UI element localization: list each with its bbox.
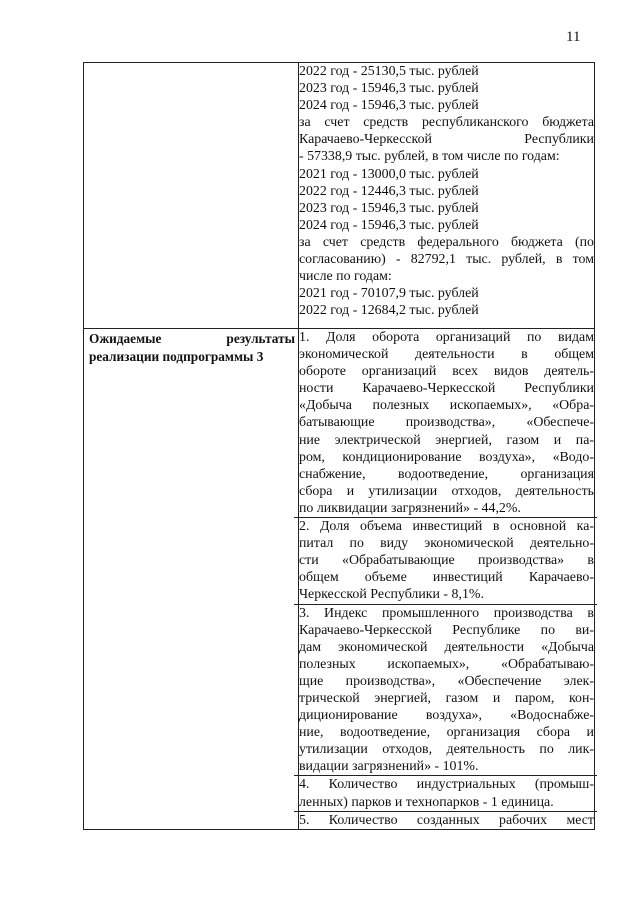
result-line: ром, кондиционирование воздуха», «Водо- bbox=[299, 449, 594, 465]
result-line: ние, водоотведение, организация сбора и bbox=[299, 725, 594, 741]
result-line: трической энергией, газом и паром, кон- bbox=[299, 690, 594, 706]
funding-line: Карачаево-Черкесской Республики bbox=[299, 132, 594, 148]
result-line: «Добыча полезных ископаемых», «Обра- bbox=[299, 398, 594, 414]
funding-line: 2023 год - 15946,3 тыс. рублей bbox=[299, 81, 479, 97]
funding-line: за счет средств федерального бюджета (по bbox=[299, 234, 594, 250]
funding-line: 2022 год - 12684,2 тыс. рублей bbox=[299, 303, 479, 319]
funding-line: 2022 год - 12446,3 тыс. рублей bbox=[299, 183, 479, 199]
result-line: дам экономической деятельности «Добыча bbox=[299, 639, 594, 655]
result-line: экономической деятельности в общем bbox=[299, 347, 594, 363]
results-row bbox=[84, 329, 595, 830]
result-line: видации загрязнений» - 101%. bbox=[299, 759, 479, 775]
result-line: 4. Количество индустриальных (промыш- bbox=[299, 777, 594, 793]
funding-cell bbox=[299, 63, 595, 329]
page-number: 11 bbox=[566, 29, 581, 45]
result-line: сбора и утилизации отходов, деятельность bbox=[299, 483, 594, 499]
result-line: снабжение, водоотведение, организация bbox=[299, 466, 594, 482]
funding-line: 2021 год - 13000,0 тыс. рублей bbox=[299, 166, 479, 182]
result-item-1 bbox=[299, 329, 594, 517]
result-line: обороте организаций всех видов деятель- bbox=[299, 364, 594, 380]
result-item-2 bbox=[299, 518, 594, 603]
result-line: ленных) парков и технопарков - 1 единица. bbox=[299, 794, 554, 810]
funding-row-empty-label-cell bbox=[84, 63, 299, 329]
funding-line: 2024 год - 15946,3 тыс. рублей bbox=[299, 217, 479, 233]
result-line: 3. Индекс промышленного производства в bbox=[299, 605, 594, 621]
funding-line: - 57338,9 тыс. рублей, в том числе по годам: bbox=[299, 149, 560, 165]
result-item-4 bbox=[299, 776, 594, 810]
result-line: ние электрической энергией, газом и па- bbox=[299, 432, 594, 448]
results-label: Ожидаемые результаты реализации подпрограммы 3 bbox=[89, 331, 295, 364]
results-label-cell bbox=[84, 329, 299, 830]
result-line: ности Карачаево-Черкесской Республики bbox=[299, 381, 594, 397]
result-line: 5. Количество созданных рабочих мест bbox=[299, 812, 594, 828]
result-line: по ликвидации загрязнений» - 44,2%. bbox=[299, 500, 521, 516]
funding-line: согласованию) - 82792,1 тыс. рублей, в том bbox=[299, 252, 594, 268]
funding-line: за счет средств республиканского бюджета bbox=[299, 115, 594, 131]
funding-line: 2023 год - 15946,3 тыс. рублей bbox=[299, 200, 479, 216]
funding-line: числе по годам: bbox=[299, 269, 392, 285]
result-item-3 bbox=[299, 605, 594, 776]
funding-row bbox=[84, 63, 595, 329]
result-line: Карачаево-Черкесской Республике по ви- bbox=[299, 622, 594, 638]
result-line: батывающие производства», «Обеспече- bbox=[299, 415, 594, 431]
funding-line: 2024 год - 15946,3 тыс. рублей bbox=[299, 98, 479, 114]
result-line: питал по виду экономической деятельно- bbox=[299, 536, 594, 552]
subprogram-passport-table bbox=[83, 62, 595, 830]
results-cell bbox=[299, 329, 595, 830]
result-line: полезных ископаемых», «Обрабатываю- bbox=[299, 656, 594, 672]
result-line: общем объеме инвестиций Карачаево- bbox=[299, 570, 594, 586]
result-line: утилизации отходов, деятельность по лик- bbox=[299, 742, 594, 758]
result-line: 1. Доля оборота организаций по видам bbox=[299, 330, 594, 345]
funding-line: 2021 год - 70107,9 тыс. рублей bbox=[299, 286, 479, 302]
result-line: 2. Доля объема инвестиций в основной ка- bbox=[299, 519, 594, 535]
result-line: щие производства», «Обеспечение элек- bbox=[299, 673, 594, 689]
result-line: Черкесской Республики - 8,1%. bbox=[299, 587, 484, 603]
result-line: диционирование воздуха», «Водоснабже- bbox=[299, 708, 594, 724]
funding-line: 2022 год - 25130,5 тыс. рублей bbox=[299, 64, 479, 79]
result-line: сти «Обрабатывающие производства» в bbox=[299, 553, 594, 569]
result-item-5 bbox=[299, 812, 594, 829]
